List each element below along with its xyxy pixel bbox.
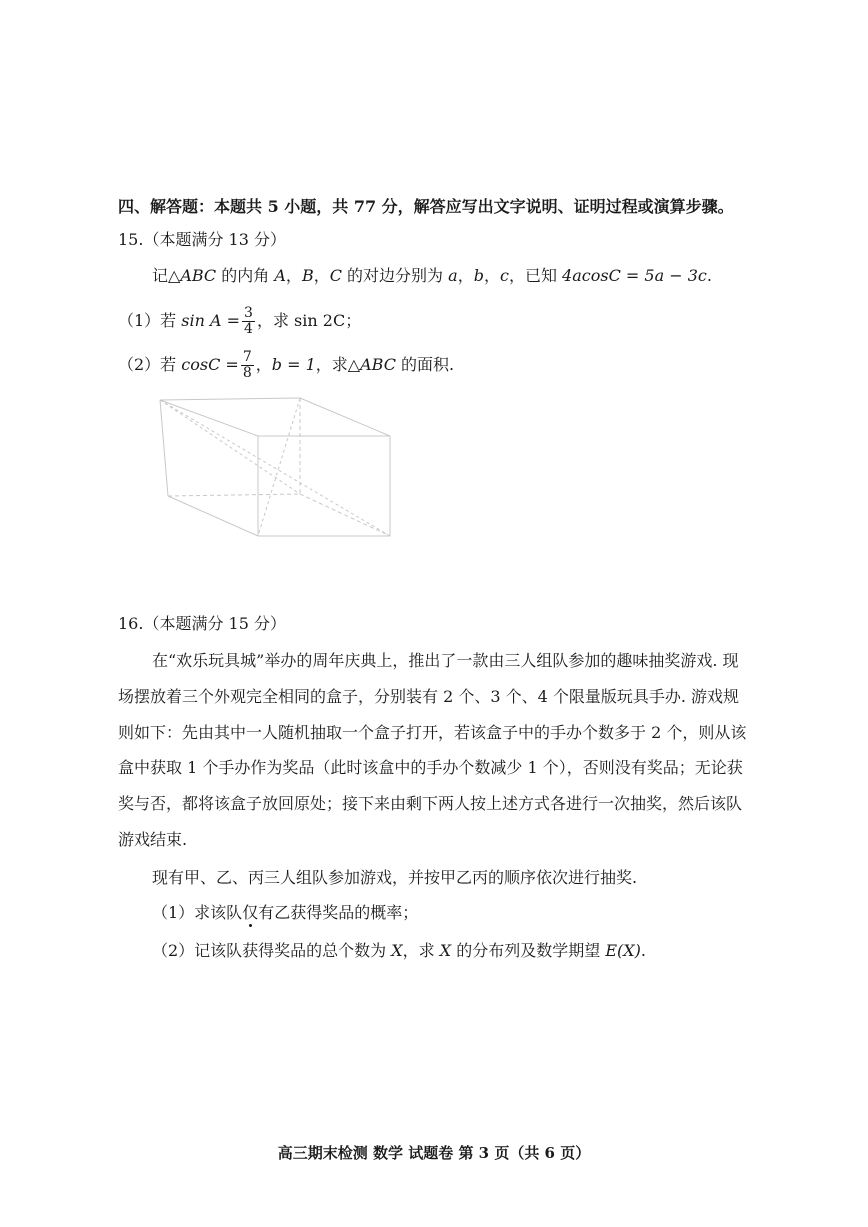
q15-points: （本题满分 13 分）	[143, 230, 286, 249]
q16-part1-emphasis: 仅	[242, 903, 259, 922]
q15-stem-text: 记△	[152, 266, 181, 285]
q15-stem-text: 的内角	[216, 266, 275, 285]
q15-part2	[118, 348, 454, 382]
q15-part1	[118, 304, 361, 338]
q15-part2-text: ，求△	[315, 355, 361, 374]
q15-side-a: a	[448, 266, 458, 285]
q16-part2	[152, 940, 646, 962]
sketch-diagonal	[160, 400, 390, 536]
q15-stem-text: ，	[313, 266, 330, 285]
q15-part2-triangle: ABC	[360, 355, 396, 374]
q16-part2-text: ，求	[402, 941, 440, 960]
q16-part2-text: 的分布列及数学期望	[451, 941, 606, 960]
sketch-diagonal	[160, 400, 300, 494]
q15-side-c: c	[499, 266, 509, 285]
q16-part1-text: （1）求该队	[152, 903, 243, 922]
sketch-edge	[160, 400, 258, 436]
sketch-edge	[168, 494, 300, 496]
q16-para1-line: 游戏结束.	[118, 830, 188, 849]
section-heading: 四、解答题：本题共 5 小题，共 77 分，解答应写出文字说明、证明过程或演算步骤。	[118, 197, 734, 216]
q16-points: （本题满分 15 分）	[143, 614, 286, 633]
page-footer: 高三期末检测 数学 试题卷 第 3 页（共 6 页）	[277, 1144, 591, 1162]
q16-para1-line: 则如下：先由其中一人随机抽取一个盒子打开，若该盒子中的手办个数多于 2 个，则从该	[118, 723, 747, 742]
q15-triangle-name: ABC	[180, 266, 217, 285]
q15-part2-fraction	[241, 350, 254, 381]
q15-part1-label: （1）若	[118, 311, 182, 330]
fraction-numerator: 3	[244, 305, 253, 321]
q15-stem-text: ，	[285, 266, 302, 285]
q16-para1-line: 盒中获取 1 个手办作为奖品（此时该盒中的手办个数减少 1 个），否则没有奖品；无论获	[118, 758, 743, 777]
q15-stem-text: .	[706, 266, 712, 285]
sketch-edge	[160, 400, 168, 496]
q15-angle-b: B	[301, 266, 314, 285]
q16-para1-line: 奖与否，都将该盒子放回原处；接下来由剩下两人按上述方式各进行一次抽奖，然后该队	[118, 794, 743, 813]
q16-part1	[152, 902, 418, 924]
q15-part2-label: （2）若	[118, 355, 182, 374]
q16-part1-text: 有乙获得奖品的概率；	[258, 903, 419, 922]
q15-stem-text: ，	[483, 266, 500, 285]
q15-stem-text: ，	[457, 266, 474, 285]
q15-stem-text: ，已知	[508, 266, 563, 285]
fraction-denominator: 8	[242, 365, 252, 381]
q16-para1-line: 在“欢乐玩具城”举办的周年庆典上，推出了一款由三人组队参加的趣味抽奖游戏. 现	[152, 651, 739, 670]
bleed-through-sketch	[150, 386, 410, 586]
q15-stem-text: 的对边分别为	[341, 266, 449, 285]
q15-equation: 4acosC = 5a − 3c	[562, 266, 707, 285]
q15-angle-c: C	[329, 266, 342, 285]
q15-part1-fraction	[242, 306, 255, 337]
sketch-edge	[300, 494, 390, 536]
q15-part2-b: b = 1	[271, 355, 316, 374]
q16-para2: 现有甲、乙、丙三人组队参加游戏，并按甲乙丙的顺序依次进行抽奖.	[152, 868, 638, 887]
fraction-denominator: 4	[244, 321, 253, 337]
q15-part2-text: ，	[255, 355, 272, 374]
q16-variable-x: X	[391, 941, 403, 960]
q16-number: 16.	[118, 614, 144, 633]
q15-part1-sin: sin A =	[181, 311, 241, 330]
q15-angle-a: A	[274, 266, 286, 285]
q15-number: 15.	[118, 230, 144, 249]
sketch-diagonal	[258, 398, 300, 536]
q15-part2-text: 的面积.	[395, 355, 455, 374]
q15-header	[118, 229, 286, 251]
q16-part2-text: .	[640, 941, 646, 960]
q15-stem	[152, 265, 712, 287]
sketch-edge	[160, 398, 300, 400]
q15-side-b: b	[473, 266, 484, 285]
q15-part1-tail: ，求 sin 2C；	[256, 311, 362, 330]
q16-part2-text: （2）记该队获得奖品的总个数为	[152, 941, 392, 960]
sketch-edge	[168, 496, 258, 536]
q16-variable-x: X	[439, 941, 452, 960]
q15-part2-cos: cosC =	[181, 355, 239, 374]
q16-header	[118, 613, 286, 635]
q16-para1-line: 场摆放着三个外观完全相同的盒子，分别装有 2 个、3 个、4 个限量版玩具手办. 游戏规	[118, 687, 740, 706]
fraction-numerator: 7	[242, 349, 252, 365]
q16-expectation: E(X)	[605, 941, 641, 960]
sketch-edge	[300, 398, 390, 436]
